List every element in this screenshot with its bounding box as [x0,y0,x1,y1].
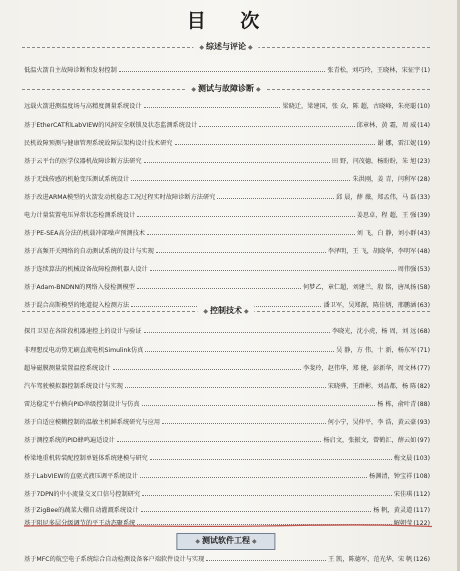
entry-page: (103) [413,455,430,462]
entry-title: 基于自适应模糊控制的温敏主机鲜系统研究与应用 [24,419,161,426]
section-title: 测试软件工程 [202,536,250,545]
toc-entry[interactable] [24,363,430,374]
toc-entry[interactable] [24,138,430,149]
entry-title: 基于阻尼多层分级调节的平王动态聚系统 [24,520,136,527]
toc-entry[interactable] [24,174,430,185]
dot-leader [145,351,334,352]
entry-page: (97) [417,437,430,444]
entry-title: 基于7DPN的中小流量交叉口信号控制研究 [24,491,141,498]
entry-title: 基于混合高斯模型的地道提入检测方法 [24,302,130,309]
dot-leader [119,71,326,72]
entry-authors: 杨 栋，俞叶青 [377,401,417,408]
entry-authors: 宋晓骅，王群彬，刘品都，杨 陈 [327,383,417,390]
dot-leader [137,216,354,217]
entry-title: 基于改进ARMA模型的火箭发动机稳态工况过程实时故障诊断方法研究 [24,194,216,201]
dot-leader [125,387,326,388]
entry-page: (117) [413,507,430,514]
entry-page: (39) [417,212,430,219]
entry-title: 基于PE-SEA高分法的机载冲部噪声预测技术 [24,230,145,237]
entry-title: 基于连续算法的机械设备故障检测机器人设计 [24,266,148,273]
toc-entry[interactable] [24,399,430,410]
dot-leader [137,288,301,289]
entry-page: (88) [417,401,430,408]
entry-authors: 姜思卓，程 超，王 强 [356,212,417,219]
toc-entry[interactable] [24,435,430,446]
toc-entry[interactable] [24,264,430,275]
entry-title: 非理想反电动势无刷直流电机Simulink仿真 [24,347,144,354]
entry-page: (112) [413,491,430,498]
entry-title: 远载火箭进测温度场与高精度测量系统设计 [24,103,142,110]
entry-authors: 邱 晨，薛 薇，郑孟伟，马 磊 [336,194,417,201]
toc-entry[interactable] [24,417,430,428]
dot-leader [144,332,330,333]
entry-authors: 田 野，闫茂德，杨盼盼，朱 旭 [331,158,417,165]
entry-page: (28) [417,176,430,183]
entry-title: 桥梁地重机转装配控制单链体系统建模与研究 [24,455,148,462]
toc-entry[interactable] [24,210,430,221]
toc-entry[interactable] [24,489,430,500]
section-heading: ◆ 综述与评论 ◆ [22,40,430,54]
dot-leader [141,511,372,512]
entry-authors: 杨 帆，黄灵道 [373,507,413,514]
entry-authors: 杨渊清，钟宝祥 [369,473,413,480]
entry-page: (108) [413,473,430,480]
toc-entry[interactable] [24,65,430,76]
dot-leader [142,495,392,496]
entry-title: 探月卫星在各阶段机器速控上的设计与验证 [24,328,142,335]
entry-authors: 杨启文，张振文，曾鹤汇，薛云如 [323,437,417,444]
entry-page: (33) [417,194,430,201]
toc-entry[interactable] [24,554,430,565]
page-title: 目 次 [186,10,274,32]
dot-leader [140,477,367,478]
entry-title: 基于MFC的航空电子系统综合自动检测设备客户端软件设计与实现 [24,556,205,563]
entry-title: 民机故障预测与健康管理系统故障层架构设计技术研究 [24,140,173,147]
toc-entry[interactable] [24,282,430,293]
section-title: 控制技术 [210,306,242,315]
entry-authors: 刘 飞，白 静，刘小群 [356,230,417,237]
entry-authors: 解朝莹 [393,520,413,527]
entry-title: 超导磁膜测量装置温控系统设计 [24,365,111,372]
toc-entry[interactable] [24,192,430,203]
entry-authors: 吴 静，方 伟，十 新，杨东军 [336,347,417,354]
dot-leader [117,441,322,442]
dot-leader [206,560,326,561]
entry-title: 基于LabVIEW的直驱式液压调平系统设计 [24,473,138,480]
toc-entry[interactable] [24,120,430,131]
entry-title: 汽车驾驶模拟器控制系统设计与实现 [24,383,123,390]
dot-leader [217,198,334,199]
entry-page: (23) [417,158,430,165]
section-heading: ◆ 测试软件工程 ◆ [22,533,430,547]
dot-leader [162,423,326,424]
dot-leader [113,369,301,370]
entry-authors: 谢 娜，雷江妮 [377,140,417,147]
entry-title: 电力计量装置电压异常状态检测系统设计 [24,212,136,219]
entry-title: 低温火箭自主故障诊断和发射控制 [24,67,117,74]
entry-title: 基于ZigBee的蔬菜大棚自动灌溉系统设计 [24,507,139,514]
entry-authors: 何梦乙，章仁超，刘建兰，殷 铭，唐凤扬 [302,284,417,291]
entry-page: (48) [417,248,430,255]
dot-leader [147,234,355,235]
entry-authors: 朱洪刚，姜 青，闫利军 [352,176,417,183]
toc-entry[interactable] [24,228,430,239]
red-pen-underline [22,523,434,529]
entry-title: 雷达稳定平台横向PID串级控制设计与仿真 [24,401,140,408]
entry-page: (43) [417,230,430,237]
entry-page: (82) [417,383,430,390]
dot-leader [175,144,376,145]
entry-page: (1) [421,67,430,74]
entry-page: (71) [417,347,430,354]
dot-leader [131,180,350,181]
entry-authors: 梅文晨 [393,455,413,462]
section-title: 综述与评论 [206,42,246,51]
entry-page: (10) [417,103,430,110]
entry-page: (53) [417,266,430,273]
entry-authors: 邱章林，黄 霜，周 威 [356,122,417,129]
entry-page: (93) [417,419,430,426]
entry-page: (77) [417,365,430,372]
entry-title: 基于EtherCAT和LabVIEW的风洞安全联锁及状态监测系统设计 [24,122,198,129]
toc-entry[interactable] [24,505,430,516]
entry-title: 基于Adam-BNDNN的网络入侵检测模型 [24,284,135,291]
entry-page: (122) [413,520,430,527]
dot-leader [142,405,376,406]
entry-page: (126) [413,556,430,563]
toc-entry[interactable] [24,345,430,356]
entry-page: (58) [417,284,430,291]
dot-leader [144,162,330,163]
entry-title: 基于高频开关网络的自动测试系统的设计与实现 [24,248,154,255]
dot-leader [150,459,392,460]
section-title: 测试与故障诊断 [198,84,254,93]
toc-entry[interactable] [24,381,430,392]
entry-authors: 何小宁，吴仲平，李 浩，黄云豪 [327,419,417,426]
entry-page: (63) [417,302,430,309]
entry-title: 基于云平台的医学仪器机故障诊断方法研究 [24,158,142,165]
entry-title: 基于无线传感的机舱变压测试系统设计 [24,176,130,183]
entry-authors: 宋佳琪 [393,491,413,498]
entry-authors: 李泽明，王 飞，胡晓华，李明军 [327,248,417,255]
entry-title: 基于测控系统的PID蜂鸣遍适设计 [24,437,115,444]
toc-entry[interactable] [24,471,430,482]
entry-authors: 李晓光，沈小虎，杨 周，刘 远 [331,328,417,335]
toc-entry[interactable] [24,101,430,112]
entry-authors: 张青松，刘巧玲，王晓林，宋征宇 [327,67,421,74]
toc-entry[interactable] [24,246,430,257]
entry-authors: 潘卫军，吴郑源，陈佳炳，邢鹏涵 [323,302,417,309]
entry-authors: 李斐玲，赵伟华，郑 健，彭新华，周文林 [302,365,417,372]
entry-page: (14) [417,122,430,129]
entry-page: (68) [417,328,430,335]
toc-entry[interactable] [24,453,430,464]
entry-authors: 周伟强 [397,266,417,273]
entry-page: (19) [417,140,430,147]
dot-leader [150,270,396,271]
entry-authors: 王 凯，陈德军，范光华，宋 帆 [327,556,413,563]
section-heading: ◆ 测试与故障诊断 ◆ [22,82,430,96]
dot-leader [156,252,326,253]
toc-entry[interactable] [24,156,430,167]
dot-leader [199,126,354,127]
dot-leader [144,107,281,108]
entry-authors: 梁晓迁，梁建国，张 众，陈 超，古晓峰，朱亮聪 [282,103,417,110]
toc-entry[interactable] [24,326,430,337]
section-heading: ◆ 控制技术 ◆ [22,304,430,318]
